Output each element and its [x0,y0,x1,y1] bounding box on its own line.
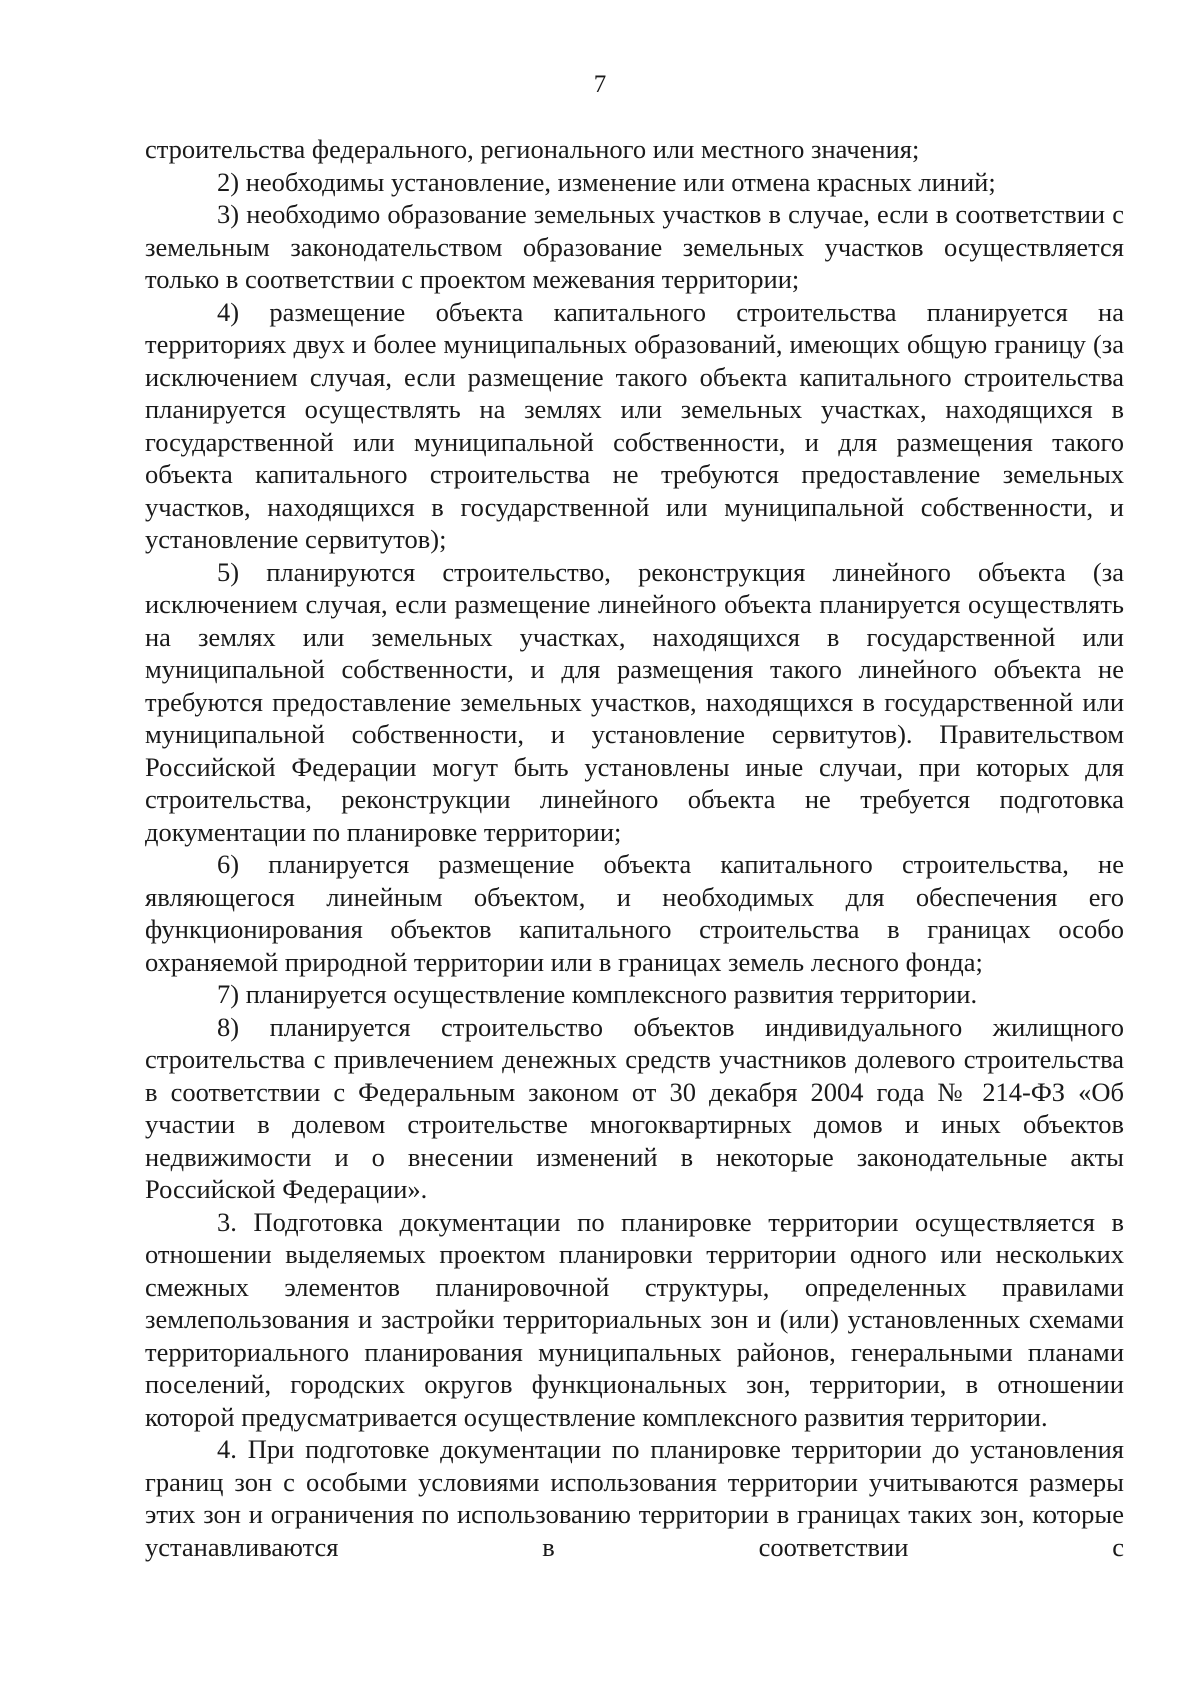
section-3-paragraph: 3. Подготовка документации по планировке территории осуществляется в отношении выделяемых проектом планировки территории одного или нескольких смежных элементов планировочной структуры, определенных правилами землепользования и застройки территориальных зон и (или) установленных схемами территориального планирования муниципальных районов, генеральными планами поселений, городских округов функциональных зон, территории, в отношении которой предусматривается осуществление комплексного развития территории. [145,1206,1124,1432]
page-number: 7 [593,71,607,98]
list-item-7: 7) планируется осуществление комплексного развития территории. [217,979,978,1009]
list-item-6: 6) планируется размещение объекта капитального строительства, не являющегося линейным объектом, и необходимых для обеспечения его функционирования объектов капитального строительства в границах особо охраняемой природной территории или в границах земель лесного фонда; [145,849,1124,977]
section-4-paragraph: 4. При подготовке документации по планировке территории до установления границ зон с особыми условиями использования территории учитываются размеры этих зон и ограничения по использованию территории в границах таких зон, которые устанавливаются в соответствии с [145,1434,1124,1562]
list-item-4: 4) размещение объекта капитального строительства планируется на территориях двух и более муниципальных образований, имеющих общую границу (за исключением случая, если размещение такого объекта капитального строительства планируется осуществлять на землях или земельных участках, находящихся в государственной или муниципальной собственности, и для размещения такого объекта капитального строительства не требуются предоставление земельных участков, находящихся в государственной или муниципальной собственности, и установление сервитутов); [145,296,1124,554]
list-item-8: 8) планируется строительство объектов индивидуального жилищного строительства с привлечением денежных средств участников долевого строительства в соответствии с Федеральным законом от 30 декабря 2004 года № 214-ФЗ «Об участии в долевом строительстве многоквартирных домов и иных объектов недвижимости и о внесении изменений в некоторые законодательные акты Российской Федерации». [145,1011,1124,1204]
document-body [145,133,1124,1563]
list-item-5: 5) планируются строительство, реконструкция линейного объекта (за исключением случая, если размещение линейного объекта планируется осуществлять на землях или земельных участках, находящихся в государственной или муниципальной собственности, и для размещения такого линейного объекта не требуются предоставление земельных участков, находящихся в государственной или муниципальной собственности, и установление сервитутов). Правительством Российской Федерации могут быть установлены иные случаи, при которых для строительства, реконструкции линейного объекта не требуется подготовка документации по планировке территории; [145,556,1124,847]
paragraph-continuation: строительства федерального, регионального или местного значения; [145,134,920,164]
list-item-3: 3) необходимо образование земельных участков в случае, если в соответствии с земельным законодательством образование земельных участков осуществляется только в соответствии с проектом межевания территории; [145,199,1124,294]
list-item-2: 2) необходимы установление, изменение или отмена красных линий; [217,166,996,197]
